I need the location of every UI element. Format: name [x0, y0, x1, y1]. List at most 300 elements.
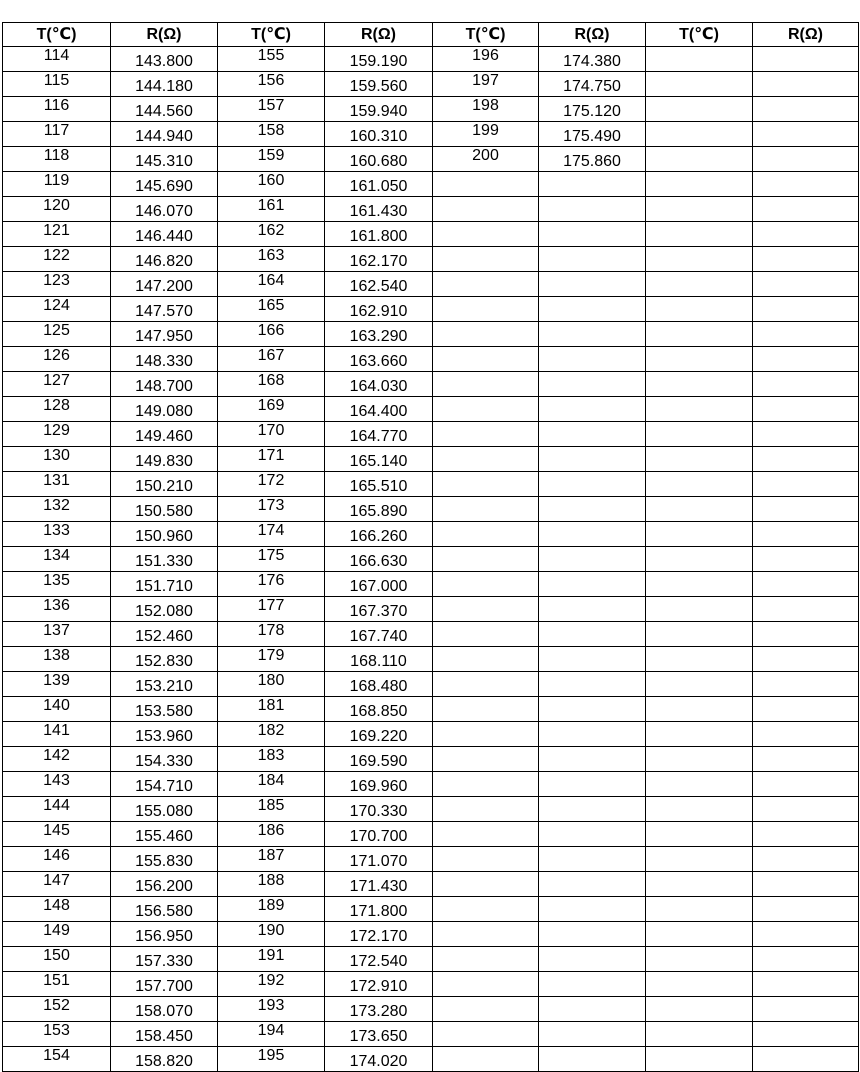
resistance-cell: 147.950 [111, 322, 218, 347]
table-row [3, 322, 859, 347]
temperature-cell: 149 [3, 922, 111, 947]
resistance-cell: 167.000 [325, 572, 433, 597]
temperature-cell: 184 [218, 772, 325, 797]
table-row [3, 72, 859, 97]
resistance-cell [753, 422, 859, 447]
table-row [3, 297, 859, 322]
resistance-cell: 169.590 [325, 747, 433, 772]
table-row [3, 97, 859, 122]
temperature-cell: 178 [218, 622, 325, 647]
resistance-cell: 175.490 [539, 122, 646, 147]
resistance-cell: 143.800 [111, 47, 218, 72]
temperature-cell [646, 297, 753, 322]
resistance-cell: 157.330 [111, 947, 218, 972]
temperature-cell: 165 [218, 297, 325, 322]
resistance-cell [539, 622, 646, 647]
resistance-cell: 161.800 [325, 222, 433, 247]
resistance-cell [539, 647, 646, 672]
temperature-cell: 123 [3, 272, 111, 297]
temperature-cell: 145 [3, 822, 111, 847]
temperature-cell [646, 72, 753, 97]
temperature-cell: 170 [218, 422, 325, 447]
resistance-cell: 149.460 [111, 422, 218, 447]
resistance-cell: 147.570 [111, 297, 218, 322]
temperature-cell: 158 [218, 122, 325, 147]
temperature-cell: 176 [218, 572, 325, 597]
resistance-cell [753, 747, 859, 772]
resistance-cell [753, 372, 859, 397]
resistance-cell: 174.020 [325, 1047, 433, 1072]
resistance-cell: 146.070 [111, 197, 218, 222]
resistance-cell [753, 197, 859, 222]
temperature-cell: 175 [218, 547, 325, 572]
temperature-cell [646, 322, 753, 347]
table-row [3, 347, 859, 372]
resistance-cell: 155.460 [111, 822, 218, 847]
resistance-cell [539, 597, 646, 622]
table-row [3, 147, 859, 172]
temperature-cell [646, 772, 753, 797]
resistance-cell [539, 1022, 646, 1047]
temperature-cell [646, 972, 753, 997]
resistance-cell: 172.540 [325, 947, 433, 972]
resistance-cell [753, 472, 859, 497]
table-row [3, 997, 859, 1022]
temperature-cell [433, 797, 539, 822]
resistance-cell [753, 297, 859, 322]
temperature-cell: 163 [218, 247, 325, 272]
resistance-cell [753, 572, 859, 597]
resistance-cell [539, 997, 646, 1022]
resistance-cell [753, 147, 859, 172]
table-row [3, 397, 859, 422]
temperature-cell: 141 [3, 722, 111, 747]
resistance-cell [539, 747, 646, 772]
table-body [3, 47, 859, 1072]
resistance-cell [753, 97, 859, 122]
resistance-cell: 165.510 [325, 472, 433, 497]
temperature-cell: 156 [218, 72, 325, 97]
resistance-cell: 160.680 [325, 147, 433, 172]
temperature-cell [433, 947, 539, 972]
table-row [3, 497, 859, 522]
temperature-cell: 118 [3, 147, 111, 172]
resistance-cell [753, 497, 859, 522]
table-row [3, 922, 859, 947]
temperature-cell [646, 847, 753, 872]
resistance-cell: 171.800 [325, 897, 433, 922]
temperature-cell: 119 [3, 172, 111, 197]
table-row [3, 947, 859, 972]
resistance-cell [753, 347, 859, 372]
table-row [3, 872, 859, 897]
temperature-cell: 153 [3, 1022, 111, 1047]
temperature-cell [646, 872, 753, 897]
temperature-cell: 136 [3, 597, 111, 622]
temperature-cell [646, 647, 753, 672]
temperature-cell: 160 [218, 172, 325, 197]
resistance-cell: 161.050 [325, 172, 433, 197]
resistance-cell [539, 497, 646, 522]
temperature-cell: 187 [218, 847, 325, 872]
resistance-cell [539, 222, 646, 247]
temperature-cell [433, 422, 539, 447]
resistance-cell: 158.450 [111, 1022, 218, 1047]
temperature-cell [646, 397, 753, 422]
resistance-cell: 162.170 [325, 247, 433, 272]
resistance-cell: 169.960 [325, 772, 433, 797]
table-row [3, 547, 859, 572]
resistance-cell [539, 572, 646, 597]
table-row [3, 247, 859, 272]
table-row [3, 797, 859, 822]
temperature-cell [646, 122, 753, 147]
temperature-cell: 148 [3, 897, 111, 922]
resistance-cell: 174.750 [539, 72, 646, 97]
temperature-cell [646, 97, 753, 122]
temperature-cell [646, 797, 753, 822]
temperature-cell: 121 [3, 222, 111, 247]
resistance-cell [753, 897, 859, 922]
resistance-cell: 153.580 [111, 697, 218, 722]
temperature-cell [433, 897, 539, 922]
resistance-cell [539, 422, 646, 447]
temperature-cell: 162 [218, 222, 325, 247]
resistance-cell: 153.960 [111, 722, 218, 747]
temperature-cell: 135 [3, 572, 111, 597]
resistance-cell: 172.170 [325, 922, 433, 947]
temperature-cell [646, 247, 753, 272]
temperature-cell: 147 [3, 872, 111, 897]
resistance-cell: 156.200 [111, 872, 218, 897]
table-row [3, 847, 859, 872]
resistance-cell [753, 972, 859, 997]
temperature-cell [646, 197, 753, 222]
header-temperature-3: T(℃) [433, 23, 539, 47]
resistance-cell [539, 247, 646, 272]
header-row [3, 23, 859, 47]
resistance-cell: 169.220 [325, 722, 433, 747]
resistance-cell [539, 797, 646, 822]
temperature-cell: 124 [3, 297, 111, 322]
temperature-cell: 154 [3, 1047, 111, 1072]
temperature-cell: 157 [218, 97, 325, 122]
table-row [3, 447, 859, 472]
temperature-cell [433, 247, 539, 272]
resistance-cell: 159.560 [325, 72, 433, 97]
temperature-cell: 146 [3, 847, 111, 872]
table-row [3, 747, 859, 772]
resistance-cell [753, 997, 859, 1022]
table-row [3, 672, 859, 697]
resistance-cell: 173.650 [325, 1022, 433, 1047]
resistance-cell: 155.080 [111, 797, 218, 822]
temperature-cell [433, 822, 539, 847]
resistance-cell: 167.370 [325, 597, 433, 622]
temperature-cell [646, 922, 753, 947]
temperature-cell [433, 747, 539, 772]
temperature-cell: 191 [218, 947, 325, 972]
resistance-cell [539, 297, 646, 322]
resistance-cell: 162.540 [325, 272, 433, 297]
temperature-cell: 144 [3, 797, 111, 822]
temperature-cell [433, 522, 539, 547]
resistance-cell: 151.330 [111, 547, 218, 572]
temperature-cell [646, 997, 753, 1022]
resistance-cell: 148.700 [111, 372, 218, 397]
temperature-cell [646, 722, 753, 747]
header-temperature-4: T(℃) [646, 23, 753, 47]
table-row [3, 722, 859, 747]
resistance-cell [539, 772, 646, 797]
temperature-cell: 192 [218, 972, 325, 997]
resistance-cell: 162.910 [325, 297, 433, 322]
table-row [3, 222, 859, 247]
temperature-cell [646, 272, 753, 297]
temperature-cell: 127 [3, 372, 111, 397]
resistance-cell [753, 672, 859, 697]
temperature-cell: 138 [3, 647, 111, 672]
temperature-cell: 185 [218, 797, 325, 822]
resistance-cell: 144.940 [111, 122, 218, 147]
temperature-cell [646, 347, 753, 372]
resistance-cell [539, 897, 646, 922]
resistance-cell [539, 547, 646, 572]
resistance-cell: 166.260 [325, 522, 433, 547]
resistance-cell: 158.070 [111, 997, 218, 1022]
resistance-cell: 153.210 [111, 672, 218, 697]
resistance-temperature-table [2, 22, 859, 1072]
resistance-cell [539, 522, 646, 547]
temperature-cell: 143 [3, 772, 111, 797]
temperature-cell [646, 1022, 753, 1047]
temperature-cell: 195 [218, 1047, 325, 1072]
resistance-cell [753, 1022, 859, 1047]
resistance-cell: 158.820 [111, 1047, 218, 1072]
temperature-cell [433, 1047, 539, 1072]
temperature-cell: 126 [3, 347, 111, 372]
header-temperature-2: T(℃) [218, 23, 325, 47]
resistance-cell: 168.480 [325, 672, 433, 697]
table-row [3, 572, 859, 597]
temperature-cell: 164 [218, 272, 325, 297]
resistance-cell: 151.710 [111, 572, 218, 597]
resistance-cell [753, 697, 859, 722]
header-temperature-1: T(℃) [3, 23, 111, 47]
resistance-cell: 174.380 [539, 47, 646, 72]
temperature-cell [433, 622, 539, 647]
table-row [3, 522, 859, 547]
resistance-cell [539, 172, 646, 197]
resistance-cell [753, 822, 859, 847]
resistance-cell: 154.330 [111, 747, 218, 772]
temperature-cell: 142 [3, 747, 111, 772]
resistance-cell [539, 922, 646, 947]
resistance-cell: 172.910 [325, 972, 433, 997]
resistance-cell [753, 622, 859, 647]
temperature-cell [646, 447, 753, 472]
temperature-cell [433, 597, 539, 622]
temperature-cell [433, 172, 539, 197]
temperature-cell [646, 147, 753, 172]
resistance-cell: 150.210 [111, 472, 218, 497]
resistance-cell: 170.330 [325, 797, 433, 822]
resistance-cell [539, 972, 646, 997]
temperature-cell [433, 697, 539, 722]
temperature-cell [433, 297, 539, 322]
temperature-cell: 152 [3, 997, 111, 1022]
temperature-cell: 133 [3, 522, 111, 547]
resistance-cell: 166.630 [325, 547, 433, 572]
temperature-cell: 177 [218, 597, 325, 622]
temperature-cell: 117 [3, 122, 111, 147]
resistance-cell [539, 322, 646, 347]
temperature-cell: 180 [218, 672, 325, 697]
temperature-cell [646, 597, 753, 622]
resistance-cell: 173.280 [325, 997, 433, 1022]
temperature-cell: 169 [218, 397, 325, 422]
temperature-cell: 198 [433, 97, 539, 122]
table-row [3, 772, 859, 797]
resistance-cell [753, 547, 859, 572]
resistance-cell [753, 47, 859, 72]
resistance-cell [539, 847, 646, 872]
resistance-cell [539, 1047, 646, 1072]
table-row [3, 272, 859, 297]
temperature-cell [646, 172, 753, 197]
resistance-cell: 152.080 [111, 597, 218, 622]
temperature-cell: 140 [3, 697, 111, 722]
temperature-cell: 173 [218, 497, 325, 522]
temperature-cell [433, 372, 539, 397]
temperature-cell: 196 [433, 47, 539, 72]
table-row [3, 972, 859, 997]
temperature-cell: 155 [218, 47, 325, 72]
resistance-cell: 146.440 [111, 222, 218, 247]
table-row [3, 422, 859, 447]
header-resistance-3: R(Ω) [539, 23, 646, 47]
temperature-cell: 120 [3, 197, 111, 222]
table-row [3, 197, 859, 222]
resistance-cell: 168.850 [325, 697, 433, 722]
temperature-cell: 183 [218, 747, 325, 772]
resistance-cell: 147.200 [111, 272, 218, 297]
resistance-cell [753, 947, 859, 972]
temperature-cell [433, 222, 539, 247]
temperature-cell [646, 372, 753, 397]
temperature-cell: 129 [3, 422, 111, 447]
table-row [3, 897, 859, 922]
temperature-cell [433, 197, 539, 222]
temperature-cell: 128 [3, 397, 111, 422]
temperature-cell [646, 422, 753, 447]
header-resistance-1: R(Ω) [111, 23, 218, 47]
temperature-cell: 159 [218, 147, 325, 172]
resistance-cell [753, 522, 859, 547]
resistance-cell: 145.690 [111, 172, 218, 197]
table-row [3, 1047, 859, 1072]
resistance-cell: 144.560 [111, 97, 218, 122]
temperature-cell: 188 [218, 872, 325, 897]
temperature-cell: 182 [218, 722, 325, 747]
temperature-cell [433, 572, 539, 597]
temperature-cell [433, 647, 539, 672]
resistance-cell [753, 272, 859, 297]
temperature-cell [433, 972, 539, 997]
resistance-cell [753, 872, 859, 897]
resistance-cell: 170.700 [325, 822, 433, 847]
resistance-cell: 149.080 [111, 397, 218, 422]
temperature-cell: 174 [218, 522, 325, 547]
resistance-cell [539, 197, 646, 222]
table-row [3, 472, 859, 497]
temperature-cell: 190 [218, 922, 325, 947]
resistance-cell [753, 1047, 859, 1072]
temperature-cell: 139 [3, 672, 111, 697]
resistance-cell: 165.140 [325, 447, 433, 472]
temperature-cell: 116 [3, 97, 111, 122]
resistance-cell: 165.890 [325, 497, 433, 522]
temperature-cell: 186 [218, 822, 325, 847]
resistance-cell [753, 647, 859, 672]
temperature-cell: 132 [3, 497, 111, 522]
resistance-cell [753, 922, 859, 947]
resistance-cell: 164.030 [325, 372, 433, 397]
resistance-cell: 150.960 [111, 522, 218, 547]
resistance-cell: 175.120 [539, 97, 646, 122]
resistance-cell [753, 172, 859, 197]
temperature-cell: 167 [218, 347, 325, 372]
temperature-cell: 115 [3, 72, 111, 97]
resistance-cell: 159.190 [325, 47, 433, 72]
temperature-cell: 168 [218, 372, 325, 397]
resistance-cell: 145.310 [111, 147, 218, 172]
temperature-cell [433, 497, 539, 522]
table-row [3, 822, 859, 847]
temperature-cell: 125 [3, 322, 111, 347]
temperature-cell: 200 [433, 147, 539, 172]
temperature-cell [433, 472, 539, 497]
temperature-cell [433, 772, 539, 797]
temperature-cell: 150 [3, 947, 111, 972]
temperature-cell: 151 [3, 972, 111, 997]
table-row [3, 647, 859, 672]
table-row [3, 47, 859, 72]
temperature-cell [646, 947, 753, 972]
resistance-cell [753, 722, 859, 747]
resistance-cell [753, 397, 859, 422]
header-resistance-4: R(Ω) [753, 23, 859, 47]
resistance-cell: 171.070 [325, 847, 433, 872]
temperature-cell: 171 [218, 447, 325, 472]
temperature-cell [433, 272, 539, 297]
temperature-cell [433, 847, 539, 872]
resistance-cell [753, 447, 859, 472]
resistance-cell: 144.180 [111, 72, 218, 97]
resistance-cell [539, 347, 646, 372]
resistance-cell [753, 322, 859, 347]
resistance-cell [753, 222, 859, 247]
temperature-cell [433, 547, 539, 572]
temperature-cell: 137 [3, 622, 111, 647]
resistance-cell: 161.430 [325, 197, 433, 222]
temperature-cell: 130 [3, 447, 111, 472]
temperature-cell: 181 [218, 697, 325, 722]
resistance-cell [539, 272, 646, 297]
resistance-cell: 155.830 [111, 847, 218, 872]
resistance-cell: 152.460 [111, 622, 218, 647]
resistance-cell [539, 722, 646, 747]
